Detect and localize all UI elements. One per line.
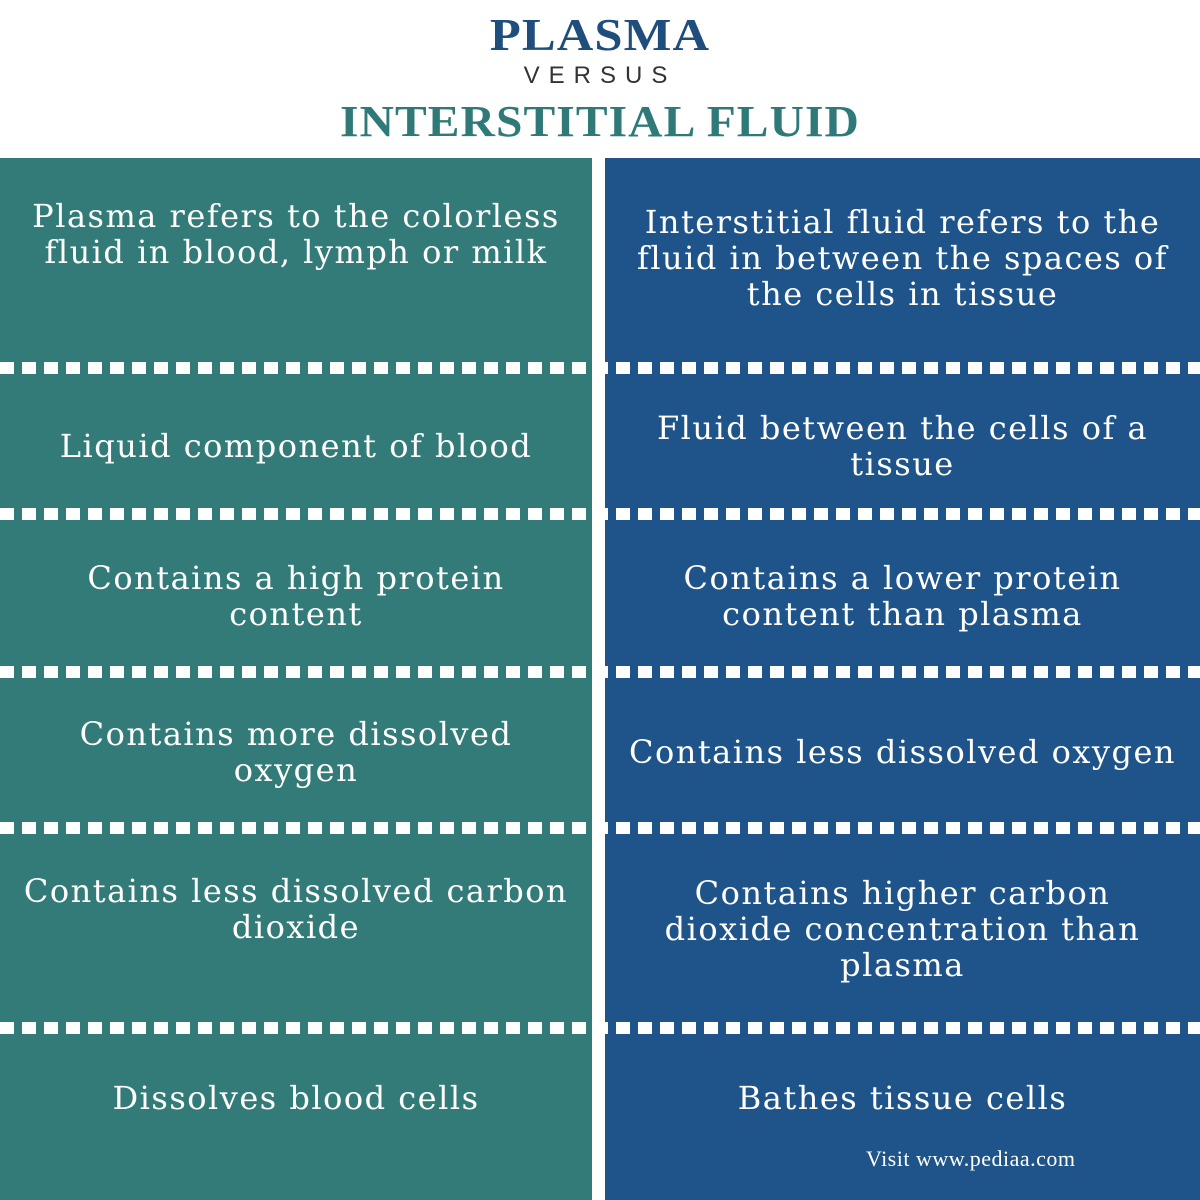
row-divider [0, 822, 1200, 834]
interstitial-column [605, 158, 1200, 1200]
interstitial-cell-2: Fluid between the cells of a tissue [656, 409, 1149, 483]
plasma-column [0, 158, 592, 1200]
plasma-cell-1: Plasma refers to the colorless fluid in blood, lymph or milk [32, 197, 560, 271]
interstitial-cell-4: Contains less dissolved oxygen [628, 733, 1177, 771]
interstitial-cell-6: Bathes tissue cells [737, 1079, 1068, 1117]
row-divider [0, 508, 1200, 520]
plasma-cell-4: Contains more dissolved oxygen [79, 715, 513, 789]
plasma-cell-2: Liquid component of blood [59, 427, 533, 465]
header [0, 0, 1200, 158]
title-interstitial-fluid: INTERSTITIAL FLUID [340, 97, 860, 146]
plasma-cell-5: Contains less dissolved carbon dioxide [23, 872, 569, 946]
plasma-cell-3: Contains a high protein content [87, 559, 505, 633]
title-plasma: PLASMA [489, 9, 711, 60]
interstitial-cell-5: Contains higher carbon dioxide concentration than plasma [664, 874, 1141, 984]
interstitial-cell-3: Contains a lower protein content than plasma [683, 559, 1122, 633]
interstitial-cell-1: Interstitial fluid refers to the fluid in between the spaces of the cells in tissue [636, 203, 1169, 313]
row-divider [0, 666, 1200, 678]
source-credit: Visit www.pediaa.com [866, 1146, 1076, 1171]
versus-label: VERSUS [523, 62, 677, 89]
plasma-cell-6: Dissolves blood cells [112, 1079, 480, 1117]
row-divider [0, 362, 1200, 374]
row-divider [0, 1022, 1200, 1034]
